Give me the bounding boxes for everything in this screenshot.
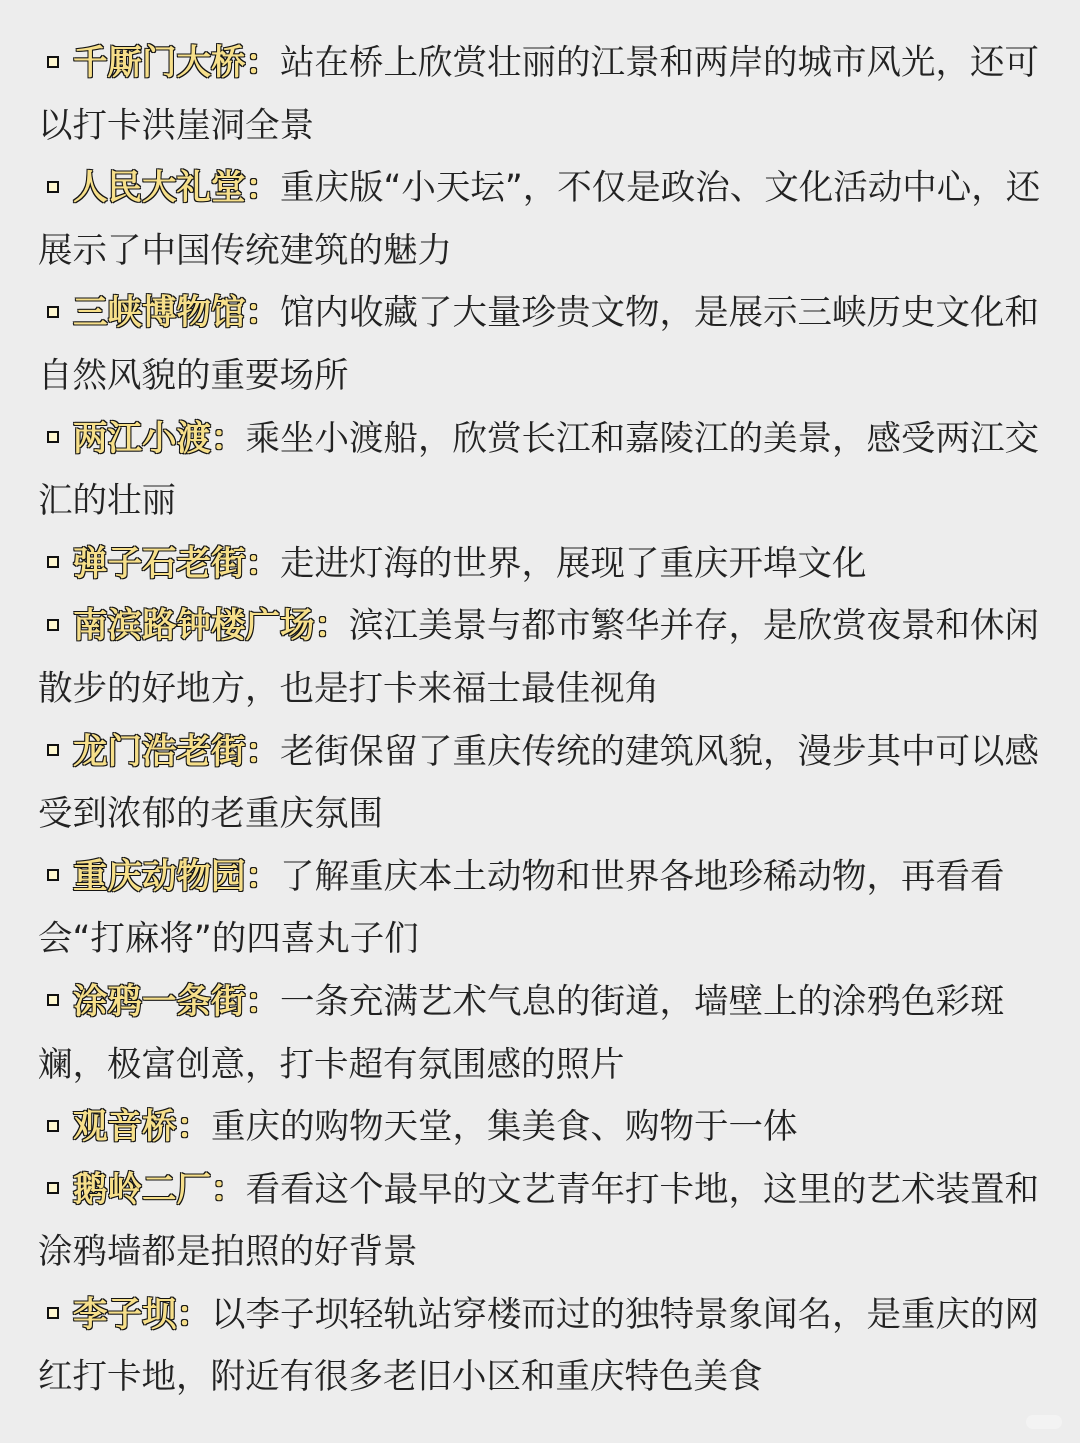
list-item bbox=[38, 157, 1046, 282]
attraction-description: 老街保留了重庆传统的建筑风貌，漫步其中可以感受到浓郁的老重庆氛围 bbox=[38, 731, 1039, 835]
bullet-icon bbox=[38, 595, 73, 658]
attraction-name: 涂鸦一条街： bbox=[73, 981, 280, 1022]
list-item bbox=[38, 1159, 1046, 1284]
attraction-description: 看看这个最早的文艺青年打卡地，这里的艺术装置和涂鸦墙都是拍照的好背景 bbox=[38, 1169, 1039, 1273]
bullet-icon bbox=[38, 32, 73, 95]
attraction-description: 一条充满艺术气息的街道，墙壁上的涂鸦色彩斑斓，极富创意，打卡超有氛围感的照片 bbox=[38, 981, 1005, 1085]
attraction-name: 三峡博物馆： bbox=[73, 293, 280, 334]
list-item bbox=[38, 721, 1046, 846]
attraction-description: 重庆版“小天坛”，不仅是政治、文化活动中心，还展示了中国传统建筑的魅力 bbox=[38, 168, 1041, 271]
attraction-name: 李子坝： bbox=[73, 1294, 211, 1335]
attraction-name: 千厮门大桥： bbox=[73, 43, 280, 83]
attraction-name: 南滨路钟楼广场： bbox=[73, 606, 349, 647]
bullet-icon bbox=[38, 1096, 73, 1159]
attraction-list bbox=[38, 32, 1046, 1409]
attraction-description: 站在桥上欣赏壮丽的江景和两岸的城市风光，还可以打卡洪崖洞全景 bbox=[38, 43, 1039, 146]
attraction-name: 观音桥： bbox=[73, 1107, 211, 1148]
list-item bbox=[38, 971, 1046, 1096]
bullet-icon bbox=[38, 157, 73, 220]
bullet-icon bbox=[38, 282, 73, 345]
list-item bbox=[38, 408, 1046, 533]
bullet-icon bbox=[38, 846, 73, 909]
list-item bbox=[38, 282, 1046, 407]
bullet-icon bbox=[38, 1284, 73, 1347]
watermark-icon bbox=[1026, 1415, 1062, 1429]
attraction-description: 馆内收藏了大量珍贵文物，是展示三峡历史文化和自然风貌的重要场所 bbox=[38, 293, 1039, 396]
bullet-icon bbox=[38, 1159, 73, 1222]
attraction-description: 以李子坝轻轨站穿楼而过的独特景象闻名，是重庆的网红打卡地，附近有很多老旧小区和重庆特色美食 bbox=[38, 1294, 1039, 1398]
bullet-icon bbox=[38, 533, 73, 596]
attraction-name: 重庆动物园： bbox=[73, 856, 280, 897]
list-item bbox=[38, 846, 1046, 971]
list-item bbox=[38, 533, 1046, 596]
attraction-name: 鹅岭二厂： bbox=[73, 1169, 246, 1210]
attraction-description: 重庆的购物天堂，集美食、购物于一体 bbox=[211, 1107, 798, 1148]
bullet-icon bbox=[38, 721, 73, 784]
attraction-description: 乘坐小渡船，欣赏长江和嘉陵江的美景，感受两江交汇的壮丽 bbox=[38, 418, 1039, 522]
list-item bbox=[38, 595, 1046, 720]
list-item bbox=[38, 1096, 1046, 1159]
list-item bbox=[38, 1284, 1046, 1409]
attraction-name: 龙门浩老街： bbox=[73, 731, 280, 772]
attraction-name: 人民大礼堂： bbox=[73, 168, 280, 209]
attraction-description: 走进灯海的世界，展现了重庆开埠文化 bbox=[280, 543, 867, 584]
attraction-description: 了解重庆本土动物和世界各地珍稀动物，再看看会“打麻将”的四喜丸子们 bbox=[38, 856, 1005, 960]
attraction-description: 滨江美景与都市繁华并存，是欣赏夜景和休闲散步的好地方，也是打卡来福士最佳视角 bbox=[38, 606, 1039, 709]
attraction-name: 两江小渡： bbox=[73, 418, 246, 459]
bullet-icon bbox=[38, 408, 73, 471]
bullet-icon bbox=[38, 971, 73, 1034]
list-item bbox=[38, 32, 1046, 157]
attraction-name: 弹子石老街： bbox=[73, 543, 280, 584]
